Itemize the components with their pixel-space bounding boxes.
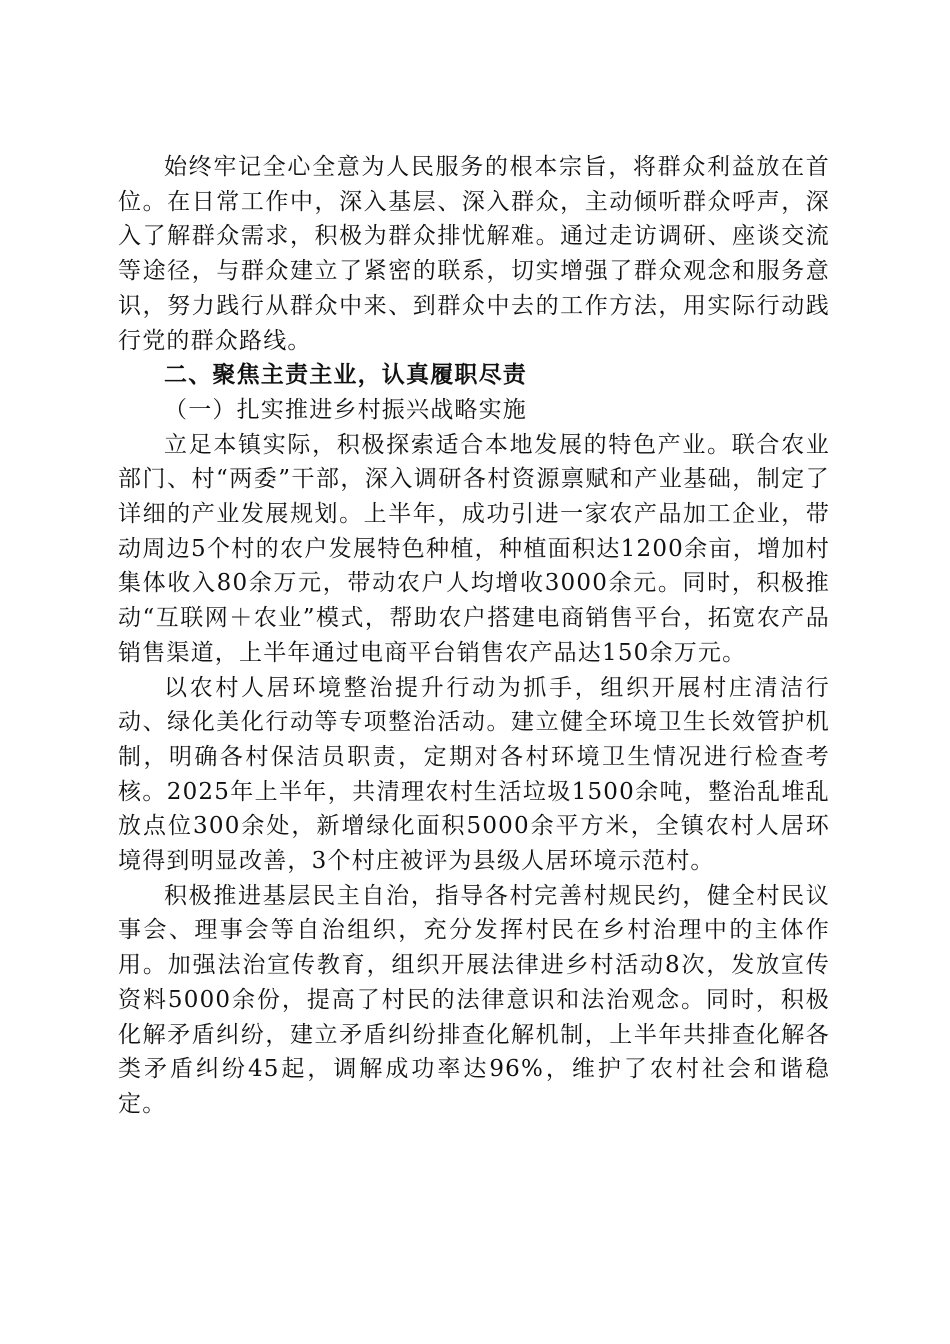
document-page	[118, 150, 830, 1122]
paragraph-mass-line: 始终牢记全心全意为人民服务的根本宗旨，将群众利益放在首位。在日常工作中，深入基层、深入群众，主动倾听群众呼声，深入了解群众需求，积极为群众排忧解难。通过走访调研、座谈交流等途径，与群众建立了紧密的联系，切实增强了群众观念和服务意识，努力践行从群众中来、到群众中去的工作方法，用实际行动践行党的群众路线。	[118, 154, 830, 354]
paragraph-industry: 立足本镇实际，积极探索适合本地发展的特色产业。联合农业部门、村“两委”干部，深入调研各村资源禀赋和产业基础，制定了详细的产业发展规划。上半年，成功引进一家农产品加工企业，带动周边5个村的农户发展特色种植，种植面积达1200余亩，增加村集体收入80余万元，带动农户人均增收3000余元。同时，积极推动“互联网＋农业”模式，帮助农户搭建电商销售平台，拓宽农产品销售渠道，上半年通过电商平台销售农产品达150余万元。	[118, 431, 830, 666]
paragraph-environment: 以农村人居环境整治提升行动为抓手，组织开展村庄清洁行动、绿化美化行动等专项整治活动。建立健全环境卫生长效管护机制，明确各村保洁员职责，定期对各村环境卫生情况进行检查考核。2025年上半年，共清理农村生活垃圾1500余吨，整治乱堆乱放点位300余处，新增绿化面积5000余平方米，全镇农村人居环境得到明显改善，3个村庄被评为县级人居环境示范村。	[118, 674, 830, 875]
subsection-heading-rural-revitalization: （一）扎实推进乡村振兴战略实施	[164, 396, 527, 423]
section-heading-duties: 二、聚焦主责主业，认真履职尽责	[164, 362, 527, 389]
paragraph-governance: 积极推进基层民主自治，指导各村完善村规民约，健全村民议事会、理事会等自治组织，充分发挥村民在乡村治理中的主体作用。加强法治宣传教育，组织开展法律进乡村活动8次，发放宣传资料5000余份，提高了村民的法律意识和法治观念。同时，积极化解矛盾纠纷，建立矛盾纠纷排查化解机制，上半年共排查化解各类矛盾纠纷45起，调解成功率达96%，维护了农村社会和谐稳定。	[118, 882, 830, 1117]
